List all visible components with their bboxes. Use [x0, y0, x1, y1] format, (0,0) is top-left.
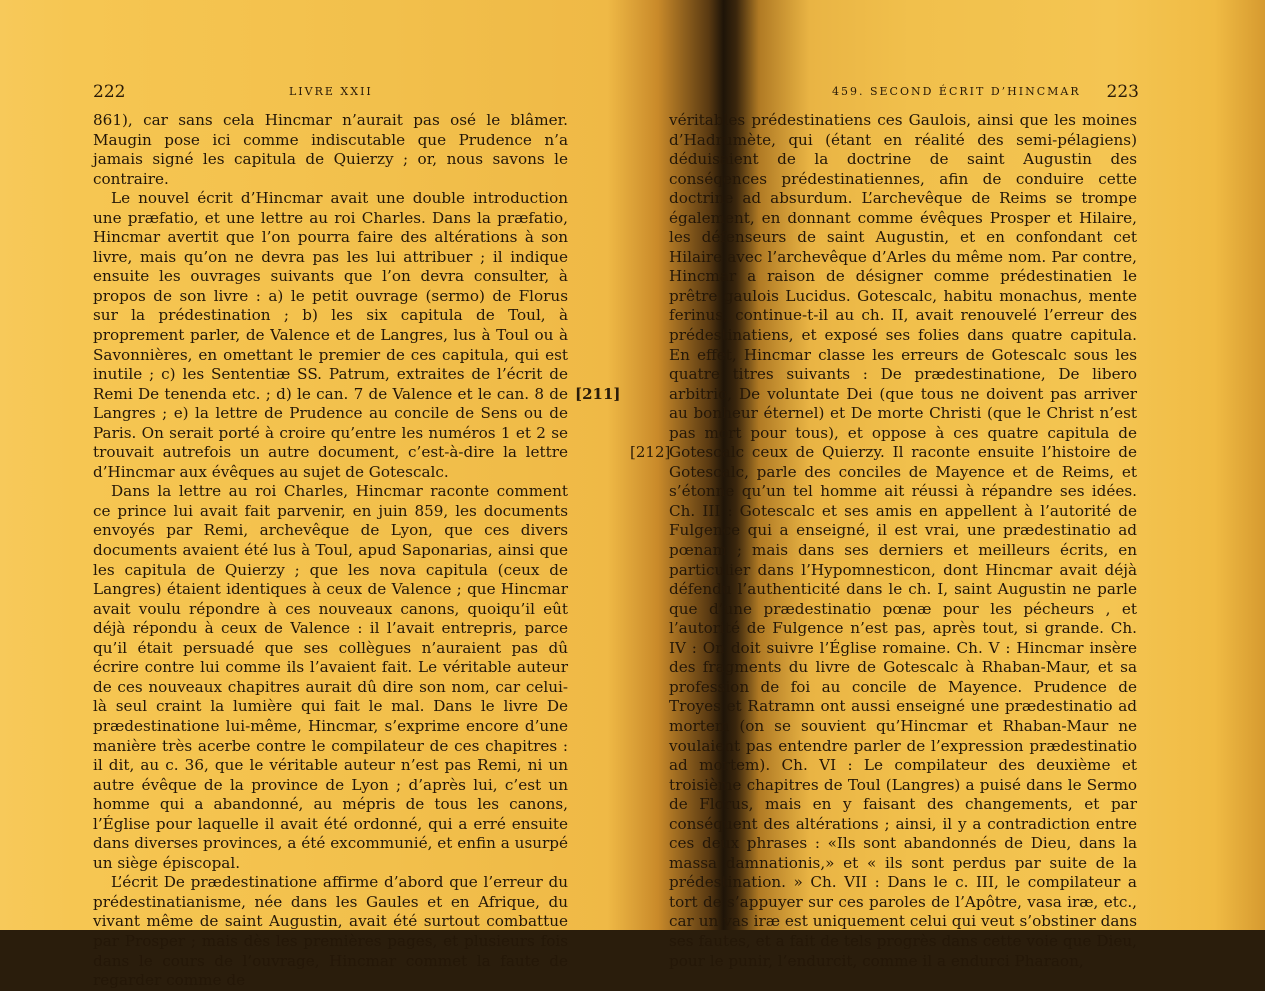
paragraph: 861), car sans cela Hincmar n’aurait pas osé le blâmer. Maugin pose ici comme indiscutable que Prudence n’a jamais signé les capitula de Quierzy ; or, nous savons le contraire. — [93, 111, 568, 188]
right-running-title: 459. SECOND ÉCRIT D’HINCMAR — [832, 85, 1081, 98]
right-page-number: 223 — [1106, 82, 1139, 102]
paragraph: L’écrit De prædestinatione affirme d’abord que l’erreur du prédestinatianisme, née dans les Gaules et en Afrique, du vivant même de saint Augustin, avait été surtout combattue par Prosper ; mais dès les premières pages, et plusieurs fois dans le cours de l’ouvrage, Hincmar commet la faute de regarder comme de — [93, 873, 568, 990]
left-page-header — [93, 82, 568, 102]
margin-marker: [212] — [630, 443, 671, 461]
left-page — [0, 0, 620, 990]
paragraph: Dans la lettre au roi Charles, Hincmar raconte comment ce prince lui avait fait parvenir, en juin 859, les documents envoyés par Remi, archevêque de Lyon, que ces divers documents avaient été lus à Toul, apud Saponarias, ainsi que les capitula de Quierzy ; que les nova capitula (ceux de Langres) étaient identiques à ceux de Valence ; que Hincmar avait voulu répondre à ces nouveaux canons, quoiqu’il eût déjà répondu à ceux de Valence : il l’avait entrepris, parce qu’il était persuadé que ses collègues n’auraient pas dû écrire contre lui comme ils l’avaient fait. Le véritable auteur de ces nouveaux chapitres aurait dû dire son nom, car celui-là seul craint la lumière qui fait le mal. Dans le livre De prædestinatione lui-même, Hincmar, s’exprime encore d’une manière très acerbe contre le compilateur de ces chapitres : il dit, au c. 36, que le véritable auteur n’est pas Remi, ni un autre évêque de la province de Lyon ; d’après lui, c’est un homme qui a abandonné, au mépris de tous les canons, l’Église pour laquelle il avait été ordonné, qui a erré ensuite dans diverses provinces, a été excommunié, et enfin a usurpé un siège épiscopal. — [93, 482, 568, 872]
right-page-header — [669, 82, 1139, 102]
right-page-body — [669, 111, 1137, 971]
right-page — [625, 0, 1265, 970]
paragraph: véritables prédestinatiens ces Gaulois, ainsi que les moines d’Hadrumète, qui (étant en réalité des semi-pélagiens) déduisaient de la doctrine de saint Augustin des conséqences prédestinatiennes, afin de conduire cette doctrine ad absurdum. L’archevêque de Reims se trompe également, en donnant comme évêques Prosper et Hilaire, les défenseurs de saint Augustin, et en confondant cet Hilaire avec l’archevêque d’Arles du même nom. Par contre, Hincmar a raison de désigner comme prédestinatien le prêtre gaulois Lucidus. Gotescalc, habitu monachus, mente ferinus, continue-t-il au ch. II, avait renouvelé l’erreur des prédestinatiens, et exposé ses folies dans quatre capitula. En effet, Hincmar classe les erreurs de Gotescalc sous les quatre titres suivants : De prædestinatione, De libero arbitrio, De voluntate Dei (que tous ne doivent pas arriver au bonheur éternel) et De morte Christi (que le Christ n’est pas mort pour tous), et oppose à ces quatre capitula de Gotescalc ceux de Quierzy. Il raconte ensuite l’histoire de Gotescalc, parle des conciles de Mayence et de Reims, et s’étonne qu’un tel homme ait réussi à répandre ses idées. Ch. III : Gotescalc et ses amis en appellent à l’autorité de Fulgence qui a enseigné, il est vrai, une prædestinatio ad pœnam ; mais dans ses derniers et meilleurs écrits, en particulier dans l’Hypomnesticon, dont Hincmar avait déjà défendu l’authenticité dans le ch. I, saint Augustin ne parle que d’une prædestinatio pœnæ pour les pécheurs , et l’autorité de Fulgence n’est pas, après tout, si grande. Ch. IV : On doit suivre l’Église romaine. Ch. V : Hincmar insère des fragments du livre de Gotescalc à Rhaban-Maur, et sa profession de foi au concile de Mayence. Prudence de Troyes et Ratramn ont aussi enseigné une prædestinatio ad mortem (on se souvient qu’Hincmar et Rhaban-Maur ne voulaient pas entendre parler de l’expression prædestinatio ad mortem). Ch. VI : Le compilateur des deuxième et troisième chapitres de Toul (Langres) a puisé dans le Sermo de Florus, mais en y faisant des changements, et par conséquent des altérations ; ainsi, il y a contradiction entre ces deux phrases : «Ils sont abandonnés de Dieu, dans la massa damnationis,» et « ils sont perdus par suite de la prédestination. » Ch. VII : Dans le c. III, le compilateur a tort de s’appuyer sur ces paroles de l’Apôtre, vasa iræ, etc., car un vas iræ est uniquement celui qui veut s’obstiner dans ses fautes, et a fait de tels progrès dans cette voie que Dieu, pour le punir, l’endurcit, comme il a endurci Pharaon, — [669, 111, 1137, 970]
left-running-title: LIVRE XXII — [289, 85, 373, 98]
margin-marker: [211] — [575, 385, 621, 403]
left-page-number: 222 — [93, 82, 126, 102]
paragraph: Le nouvel écrit d’Hincmar avait une double introduction une præfatio, et une lettre au roi Charles. Dans la præfatio, Hincmar avertit que l’on pourra faire des altérations à son livre, mais qu’on ne devra pas les lui attribuer ; il indique ensuite les ouvrages suivants que l’on devra consulter, à propos de son livre : a) le petit ouvrage (sermo) de Florus sur la prédestination ; b) les six capitula de Toul, à proprement parler, de Valence et de Langres, lus à Toul ou à Savonnières, en omettant le premier de ces capitula, qui est inutile ; c) les Sententiæ SS. Patrum, extraites de l’écrit de Remi De tenenda etc. ; d) le can. 7 de Valence et le can. 8 de Langres ; e) la lettre de Prudence au concile de Sens ou de Paris. On serait porté à croire qu’entre les numéros 1 et 2 se trouvait autrefois un autre document, c’est-à-dire la lettre d’Hincmar aux évêques au sujet de Gotescalc. — [93, 189, 568, 481]
left-page-body — [93, 111, 568, 991]
